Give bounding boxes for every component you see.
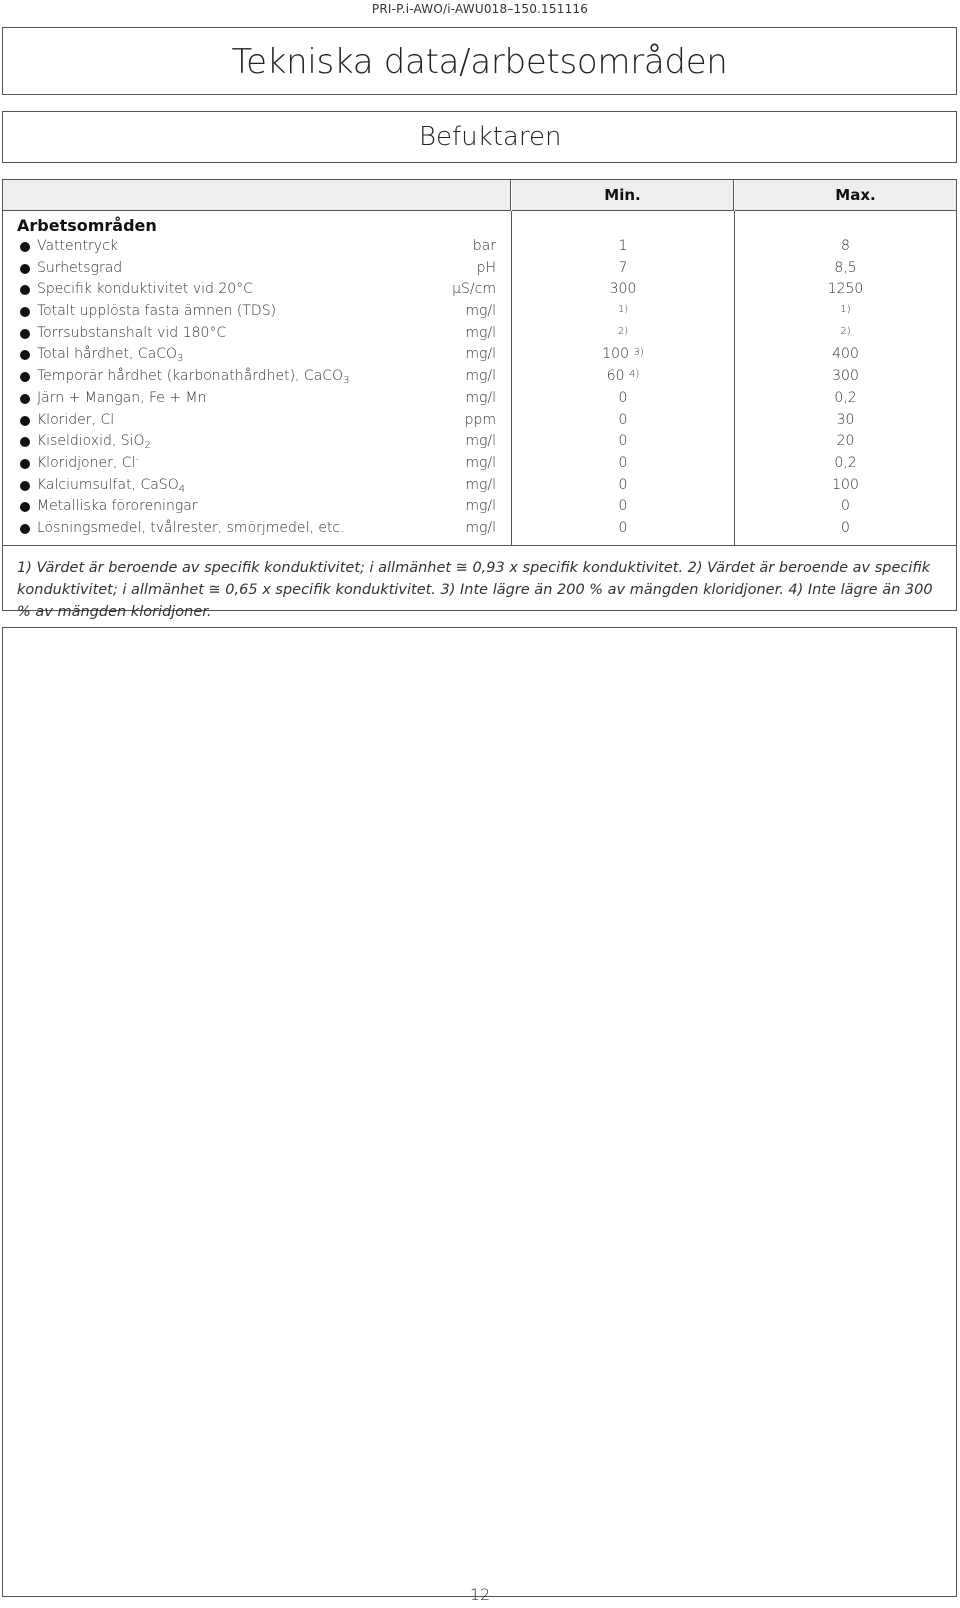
row-min-note: 3) — [633, 347, 644, 359]
page-number: 12 — [469, 1585, 491, 1604]
row-min — [512, 390, 734, 406]
row-unit: mg/l — [465, 454, 496, 471]
row-unit: mg/l — [465, 324, 496, 341]
header-max: Max. — [835, 186, 876, 204]
header-cell-min — [512, 180, 734, 211]
document-code: PRI-P.i-AWO/i-AWU018–150.151116 — [371, 2, 589, 16]
row-max-value: 30 — [836, 411, 855, 428]
row-unit: mg/l — [465, 498, 496, 515]
row-max-value: 300 — [832, 368, 859, 385]
row-name — [37, 303, 276, 319]
bullet-icon — [20, 307, 30, 317]
table-row — [3, 497, 956, 519]
row-unit: pH — [476, 259, 496, 276]
footnote: 1) Värdet är beroende av specifik konduktivitet; i allmänhet ≅ 0,93 x specifik konduktivitet. 2) Värdet är beroende av specifik konduktivitet; i allmänhet ≅ 0,65 x specifik konduktivitet. 3) Inte lägre än 200 % av mängden kloridjoner. 4) Inte lägre än 300 % av mängden kloridjoner. — [17, 560, 933, 620]
row-name — [37, 498, 198, 514]
row-name — [37, 281, 253, 297]
row-min — [512, 303, 734, 319]
row-name — [37, 368, 349, 386]
row-min — [512, 368, 734, 384]
row-unit: μS/cm — [452, 281, 496, 298]
header-cell-blank — [3, 180, 511, 211]
table-rows — [3, 237, 956, 541]
row-name-text: Temporär hårdhet (karbonathårdhet), CaCO — [37, 368, 344, 385]
row-min-value: 7 — [618, 259, 628, 276]
row-unit: mg/l — [465, 368, 496, 385]
row-max-value: 8 — [841, 238, 850, 254]
row-max-value: 0 — [841, 519, 850, 536]
row-min — [512, 325, 734, 341]
row-min — [512, 433, 734, 449]
row-min-value: 0 — [618, 389, 628, 406]
empty-content-box — [2, 627, 957, 1597]
row-max-note: 2) — [840, 325, 851, 337]
table-row — [3, 367, 956, 389]
row-max-value: 0 — [841, 498, 850, 515]
row-name-text: Kloridjoner, Cl — [37, 454, 136, 471]
row-max — [735, 498, 956, 514]
row-name-text: Totalt upplösta fasta ämnen (TDS) — [37, 303, 277, 320]
bullet-icon — [20, 524, 30, 534]
row-unit: mg/l — [465, 476, 496, 493]
row-min-value: 0 — [618, 519, 628, 536]
bullet-icon — [20, 329, 30, 339]
table-row — [3, 389, 956, 411]
section-label: Arbetsområden — [17, 216, 157, 235]
row-name-subscript: 3 — [177, 353, 184, 365]
table-row — [3, 237, 956, 259]
row-name — [37, 260, 122, 276]
row-min-value: 0 — [618, 411, 628, 428]
row-max — [735, 303, 956, 319]
row-max-value: 0,2 — [834, 389, 857, 406]
row-min — [512, 260, 734, 276]
table-row — [3, 476, 956, 498]
row-max — [735, 520, 956, 536]
row-name — [37, 455, 139, 471]
row-max — [735, 455, 956, 471]
row-max — [735, 325, 956, 341]
bullet-icon — [20, 350, 30, 360]
row-unit: mg/l — [465, 346, 496, 363]
row-min — [512, 238, 734, 254]
row-name-text: Lösningsmedel, tvålrester, smörjmedel, etc. — [37, 519, 345, 536]
row-name-text: Surhetsgrad — [37, 259, 123, 276]
row-min — [512, 477, 734, 493]
row-name-text: Klorider, Cl — [37, 411, 115, 428]
row-min — [512, 498, 734, 514]
row-max-value: 20 — [836, 433, 855, 450]
row-name-superscript: - — [135, 454, 139, 465]
bullet-icon — [20, 372, 30, 382]
table-row — [3, 454, 956, 476]
row-name-text: Specifik konduktivitet vid 20°C — [37, 281, 253, 298]
header-min: Min. — [604, 186, 641, 204]
bullet-icon — [20, 285, 30, 295]
row-name — [37, 238, 118, 254]
row-name-subscript: 2 — [144, 440, 151, 452]
bullet-icon — [20, 416, 30, 426]
row-max — [735, 368, 956, 384]
row-min — [512, 520, 734, 536]
title-box — [2, 27, 957, 95]
row-max — [735, 346, 956, 362]
table-row — [3, 302, 956, 324]
row-min-value: 0 — [618, 498, 628, 515]
row-name — [37, 412, 114, 428]
row-min-value: 0 — [618, 454, 628, 471]
table-row — [3, 519, 956, 541]
row-min — [512, 455, 734, 471]
bullet-icon — [20, 242, 30, 252]
page-title: Tekniska data/arbetsområden — [231, 42, 728, 82]
footnote-divider — [3, 545, 956, 546]
row-name-subscript: 3 — [343, 375, 350, 387]
row-max — [735, 281, 956, 297]
row-unit: ppm — [464, 411, 496, 428]
row-name-text: Total hårdhet, CaCO — [37, 346, 178, 363]
table-row — [3, 259, 956, 281]
table-row — [3, 280, 956, 302]
bullet-icon — [20, 264, 30, 274]
row-name — [37, 390, 207, 406]
row-max-value: 8,5 — [834, 259, 857, 276]
row-unit: mg/l — [465, 389, 496, 406]
row-max — [735, 260, 956, 276]
section-box — [2, 111, 957, 163]
row-max — [735, 433, 956, 449]
row-min-note: 1) — [617, 304, 629, 316]
row-unit: mg/l — [465, 303, 496, 320]
row-min-value: 100 — [602, 346, 629, 363]
row-max — [735, 412, 956, 428]
section-title-text: Befuktaren — [419, 122, 562, 152]
table-row — [3, 411, 956, 433]
table-row — [3, 432, 956, 454]
row-name — [37, 520, 345, 536]
row-name-text: Vattentryck — [37, 238, 118, 254]
row-name — [37, 346, 183, 364]
row-name — [37, 477, 185, 495]
row-min — [512, 346, 734, 362]
row-unit: mg/l — [465, 519, 496, 536]
bullet-icon — [20, 459, 30, 469]
row-min — [512, 412, 734, 428]
row-max — [735, 238, 956, 254]
row-max-value: 1250 — [827, 281, 864, 298]
row-min-value: 300 — [609, 281, 637, 298]
row-unit: bar — [472, 238, 496, 254]
table-row — [3, 324, 956, 346]
bullet-icon — [20, 502, 30, 512]
row-min-note: 2) — [617, 325, 629, 337]
bullet-icon — [20, 481, 30, 491]
row-name — [37, 325, 226, 341]
row-min-value: 0 — [618, 433, 628, 450]
row-min-value: 60 — [606, 368, 625, 385]
row-max — [735, 477, 956, 493]
row-max-value: 400 — [832, 346, 859, 363]
spec-table — [2, 179, 957, 620]
row-max-value: 100 — [832, 476, 859, 493]
row-name-text: Järn + Mangan, Fe + Mn — [37, 389, 207, 406]
row-name-text: Torrsubstanshalt vid 180°C — [37, 324, 227, 341]
bullet-icon — [20, 437, 30, 447]
row-min-note: 4) — [629, 369, 640, 381]
row-min-value: 0 — [618, 476, 628, 493]
row-unit: mg/l — [465, 433, 496, 450]
row-max-note: 1) — [840, 304, 851, 316]
bullet-icon — [20, 394, 30, 404]
row-max-value: 0,2 — [834, 454, 857, 471]
table-row — [3, 345, 956, 367]
row-max — [735, 390, 956, 406]
row-min-value: 1 — [618, 238, 628, 254]
row-name-subscript: 4 — [178, 483, 186, 495]
row-min — [512, 281, 734, 297]
row-name-text: Kiseldioxid, SiO — [37, 433, 145, 450]
row-name — [37, 433, 151, 451]
row-name-text: Metalliska föroreningar — [37, 498, 198, 515]
header-cell-max — [735, 180, 956, 211]
row-name-text: Kalciumsulfat, CaSO — [37, 476, 179, 493]
